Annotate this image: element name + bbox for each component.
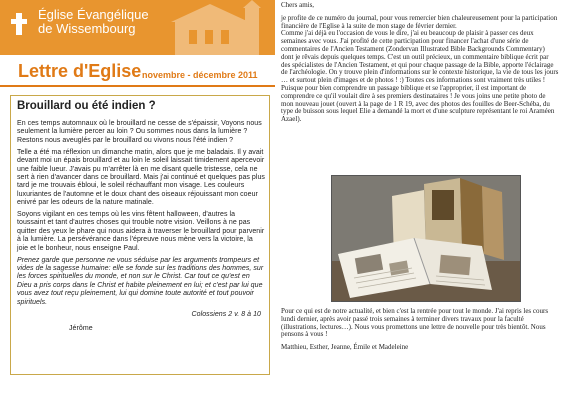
letter-text [281, 2, 559, 124]
church-building-watermark [145, 0, 275, 55]
church-name-line1: Église Évangélique [38, 7, 149, 22]
letter-closing [281, 308, 559, 357]
church-banner [0, 0, 275, 55]
article-paragraph: Telle a été ma réflexion un dimanche matin, alors que je me baladais. Il y avait devant moi un épais brouillard et au loin le soleil laissait timidement apercevoir une faible lueur. J'avais pu m'arrêter là en me disant quelle tristesse, cela ne sert à rien d'avancer dans ce brouillard. Mais j'ai continué et quelques pas plus tard je me trouvais ébloui, le soleil réchauffant mon visage. Les couleurs luxuriantes de l'automne et le doux chant des oiseaux réjouissant mon coeur enivré par les odeurs de la nature matinale. [17, 148, 265, 207]
article-body [17, 120, 265, 333]
editorial-box [10, 95, 270, 375]
issue-date: novembre - décembre 2011 [142, 70, 258, 80]
letter-page [281, 0, 561, 400]
bible-reference: Colossiens 2 v. 8 à 10 [191, 310, 261, 318]
journal-title: Lettre d'Eglise [18, 61, 142, 81]
article-paragraph: En ces temps automnaux où le brouillard ne cesse de s'épaissir, Voyons nous seulement la lumière percer au loin ? Ou sommes nous dans la lumière ? Restons nous aveuglés par le brouillard ou vivons nous l'été indien ? [17, 120, 262, 144]
letter-paragraph: Comme j'ai déjà eu l'occasion de vous le dire, j'ai eu beaucoup de plaisir à passer ces deux semaines avec vous. J'ai profité de cette participation pour financer l'achat d'une série de commentaires de l'Ancien Testament (Zondervan Illustrated Bible Backgrounds Commentary) dont je rêvais depuis quelques temps. C'est un outil précieux, un commentaire biblique écrit par des spécialistes de l'Ancien Testament, et qui pour chaque passage de la Bible, apporte l'éclairage de l'archéologie. On y trouve plein d'informations sur le contexte historique, la vie de tous les jours … et surtout plein d'images et de photos ! :) Toutes ces informations sont vraiment très utiles ! Puisque pour bien comprendre un passage biblique et se l'approprier, il est important de comprendre ce qu'il voulait dire à ses premiers destinataires ! Je vous joins une petite photo de mon nouveau jouet (ouvert à la page de 1 R 19, avec des photos des fouilles de Beer-Schéba, du type de buisson sous lequel Elie a demandé la mort et d'une sculpture représentant le roi Araméen Azael). [281, 29, 559, 124]
church-name [38, 8, 149, 36]
letter-signature: Matthieu, Esther, Jeanne, Émile et Madeleine [281, 343, 409, 352]
letter-paragraph: Pour ce qui est de notre actualité, et bien c'est la rentrée pour tout le monde. J'ai repris les cours lundi dernier, après avoir passé trois semaines à terminer divers travaux pour la faculté (illustrations, lectures…). Nous vous promettons une lettre de nouvelle pour très bientôt. Nous pensons à vous ! [281, 307, 549, 339]
journal-title-bar [0, 56, 275, 88]
bible-quote: Prenez garde que personne ne vous séduise par les arguments trompeurs et vides de la sagesse humaine: elle se fonde sur les traditions des hommes, sur les forces spirituelles du monde, et non sur le Christ. Car tout ce qu'est en Dieu a pris corps dans le Christ et habite pleinement en lui; et c'est par lui que vous avez tout reçu pleinement, lui qui domine toute autorité et tout pouvoir spirituels. [17, 256, 264, 306]
letter-greeting: Chers amis, [281, 1, 315, 9]
front-page [0, 0, 275, 400]
article-heading: Brouillard ou été indien ? [17, 100, 156, 112]
commentary-books-photo [331, 175, 521, 302]
author-signature: Jérôme [69, 324, 93, 332]
article-paragraph: Soyons vigilant en ces temps où les vins fêtent halloween, d'autres la toussaint et tant d'autres choses qui trouble notre vision. Veillons à ne pas quitter des yeux le phare qui nous aidera à traverser le brouillard pour parvenir à la lumière. La persévérance dans l'épreuve nous mène vers la victoire, la joie et le bonheur, nous enseigne Paul. [17, 211, 265, 252]
cross-icon [16, 13, 22, 35]
letter-paragraph: je profite de ce numéro du journal, pour vous remercier bien chaleureusement pour la participation financière de l'Eglise à la suite de mon stage de février dernier. [281, 13, 558, 30]
church-name-line2: de Wissembourg [38, 21, 136, 36]
title-underline [0, 85, 275, 87]
